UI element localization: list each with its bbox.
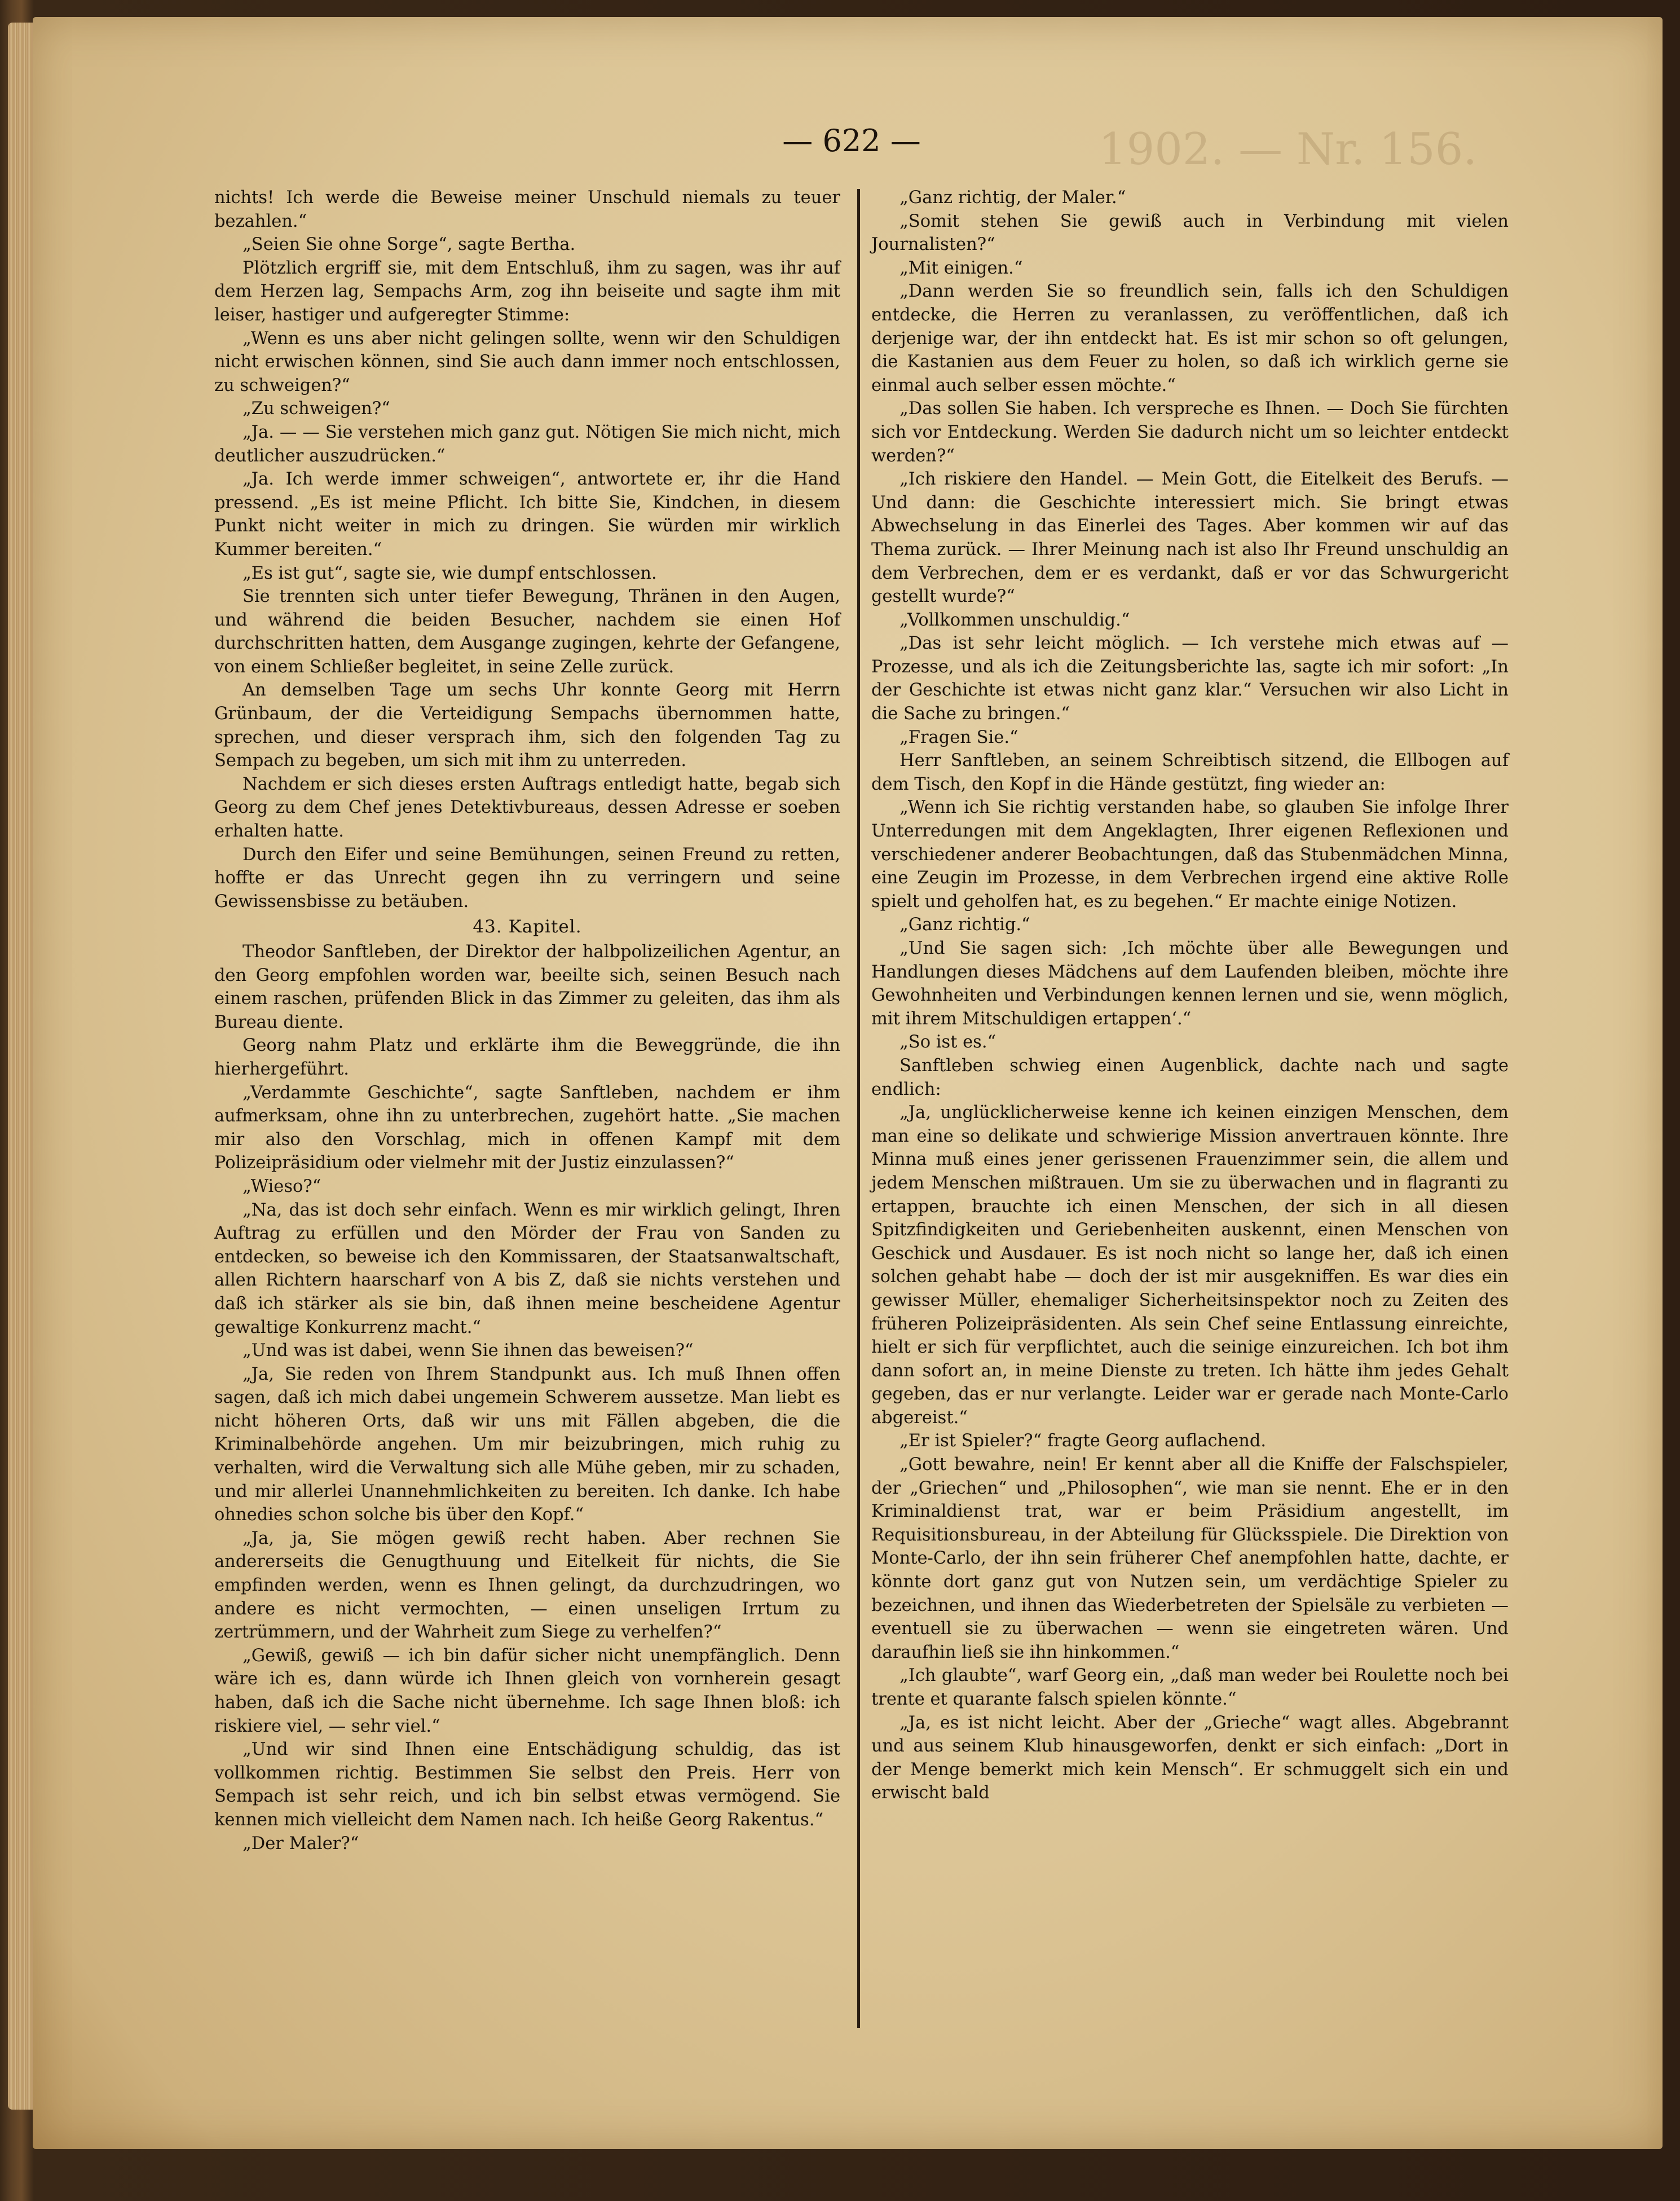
paragraph: „Ja. — — Sie verstehen mich ganz gut. Nötigen Sie mich nicht, mich deutlicher auszudrücken.“: [214, 422, 840, 466]
paragraph: Herr Sanftleben, an seinem Schreibtisch sitzend, die Ellbogen auf dem Tisch, den Kopf in die Hände gestützt, fing wieder an:: [871, 751, 1509, 794]
paragraph: „Das sollen Sie haben. Ich verspreche es Ihnen. — Doch Sie fürchten sich vor Entdeckung. Werden Sie dadurch nicht um so leichter entdeckt werden?“: [871, 399, 1509, 466]
paragraph: „Ja, es ist nicht leicht. Aber der „Grieche“ wagt alles. Abgebrannt und aus seinem Klub hinausgeworfen, denkt er sich einfach: „Dort in der Menge bemerkt mich kein Mensch“. Er schmuggelt sich ein und erwischt bald: [871, 1713, 1509, 1803]
paragraph: Durch den Eifer und seine Bemühungen, seinen Freund zu retten, hoffte er das Unrecht gegen ihn zu verringern und seine Gewissensbisse zu betäuben.: [214, 844, 840, 912]
paragraph: nichts! Ich werde die Beweise meiner Unschuld niemals zu teuer bezahlen.“: [214, 188, 840, 231]
paragraph: Plötzlich ergriff sie, mit dem Entschluß, ihm zu sagen, was ihr auf dem Herzen lag, Sempachs Arm, zog ihn beiseite und sagte ihm mit leiser, hastiger und aufgeregter Stimme:: [214, 258, 840, 325]
paragraph: „Ich glaubte“, warf Georg ein, „daß man weder bei Roulette noch bei trente et quarante falsch spielen könnte.“: [871, 1666, 1509, 1709]
paragraph: „Ja, ja, Sie mögen gewiß recht haben. Aber rechnen Sie andererseits die Genugthuung und Eitelkeit für nichts, die Sie empfinden werden, wenn es Ihnen gelingt, da durchzudringen, wo andere es nicht vermochten, — einen unseligen Irrtum zu zertrümmern, und der Wahrheit zum Siege zu verhelfen?“: [214, 1528, 840, 1643]
paragraph: „Es ist gut“, sagte sie, wie dumpf entschlossen.: [242, 563, 657, 583]
paragraph: Sie trennten sich unter tiefer Bewegung, Thränen in den Augen, und während die beiden Besucher, nachdem sie einen Hof durchschritten hatten, dem Ausgange zugingen, kehrte der Gefangene, von einem Schließer begleitet, in seine Zelle zurück.: [214, 587, 840, 677]
paragraph: „Ja, Sie reden von Ihrem Standpunkt aus. Ich muß Ihnen offen sagen, daß ich mich dabei ungemein Schwerem aussetze. Man liebt es nicht höheren Orts, daß wir uns mit Fällen abgeben, die die Kriminalbehörde angehen. Um mir beizubringen, mich ruhig zu verhalten, wird die Verwaltung sich alle Mühe geben, mir zu schaden, und mir allerlei Unannehmlichkeiten zu bereiten. Ich danke. Ich habe ohnedies schon solche bis über den Kopf.“: [214, 1364, 840, 1525]
paragraph: „Vollkommen unschuldig.“: [899, 610, 1130, 630]
paragraph: „Das ist sehr leicht möglich. — Ich verstehe mich etwas auf — Prozesse, und als ich die Zeitungsberichte las, sagte ich mir sofort: „In der Geschichte ist etwas nicht ganz klar.“ Versuchen wir also Licht in die Sache zu bringen.“: [871, 633, 1509, 724]
paragraph: „Ich riskiere den Handel. — Mein Gott, die Eitelkeit des Berufs. — Und dann: die Geschichte interessiert mich. Sie bringt etwas Abwechselung in das Einerlei des Tages. Aber kommen wir auf das Thema zurück. — Ihrer Meinung nach ist also Ihr Freund unschuldig an dem Verbrechen, dem er es verdankt, daß er vor das Schwurgericht gestellt wurde?“: [871, 469, 1509, 607]
paragraph: „Der Maler?“: [242, 1833, 359, 1854]
paragraph: „Wieso?“: [242, 1176, 321, 1196]
paragraph: „Fragen Sie.“: [899, 727, 1018, 747]
paragraph: „Dann werden Sie so freundlich sein, falls ich den Schuldigen entdecke, die Herren zu veranlassen, zu veröffentlichen, daß ich derjenige war, der ihn entdeckt hat. Es ist mir schon so oft gelungen, die Kastanien aus dem Feuer zu holen, so daß ich wirklich gerne sie einmal auch selber essen möchte.“: [871, 281, 1509, 395]
paragraph: „Zu schweigen?“: [242, 399, 390, 419]
right-column: [871, 186, 1509, 1805]
bleed-through-header: 1902. — Nr. 156.: [1099, 124, 1478, 175]
paragraph: „Wenn ich Sie richtig verstanden habe, so glauben Sie infolge Ihrer Unterredungen mit dem Angeklagten, Ihrer eigenen Reflexionen und verschiedener anderer Beobachtungen, daß das Stubenmädchen Minna, eine Zeugin im Prozesse, in dem Verbrechen irgend eine aktive Rolle spielt und geholfen hat, es zu begehen.“ Er machte einige Notizen.: [871, 798, 1509, 912]
paragraph: „Er ist Spieler?“ fragte Georg auflachend.: [899, 1431, 1267, 1451]
paragraph: „Seien Sie ohne Sorge“, sagte Bertha.: [242, 235, 576, 255]
paragraph: „Und Sie sagen sich: ‚Ich möchte über alle Bewegungen und Handlungen dieses Mädchens auf dem Laufenden bleiben, möchte ihre Gewohnheiten und Verbindungen kennen lernen und sie, wenn möglich, mit ihrem Mitschuldigen ertappen‘.“: [871, 939, 1509, 1029]
paragraph: „Gott bewahre, nein! Er kennt aber all die Kniffe der Falschspieler, der „Griechen“ und „Philosophen“, wie man sie nennt. Ehe er in den Kriminaldienst trat, war er beim Präsidium angestellt, im Requisitionsbureau, in der Abteilung für Glücksspiele. Die Direktion von Monte-Carlo, der ihn sein früherer Chef anempfohlen hatte, dachte, er könnte dort ganz gut von Nutzen sein, um verdächtige Spieler zu bezeichnen, und ihnen das Wiederbetreten der Spielsäle zu verbieten — eventuell sie zu überwachen — wenn sie eingetreten wären. Und daraufhin ließ sie ihn hinkommen.“: [871, 1455, 1509, 1662]
page-number: — 622 —: [782, 123, 921, 159]
paragraph: „Gewiß, gewiß — ich bin dafür sicher nicht unempfänglich. Denn wäre ich es, dann würde ich Ihnen gleich von vornherein gesagt haben, daß ich die Sache nicht übernehme. Ich sage Ihnen bloß: ich riskiere viel, — sehr viel.“: [214, 1645, 840, 1736]
paragraph: „Und wir sind Ihnen eine Entschädigung schuldig, das ist vollkommen richtig. Bestimmen Sie selbst den Preis. Herr von Sempach ist sehr reich, und ich bin selbst etwas vermögend. Sie kennen mich vielleicht dem Namen nach. Ich heiße Georg Rakentus.“: [214, 1740, 840, 1830]
column-divider: [857, 189, 860, 2028]
paragraph: Theodor Sanftleben, der Direktor der halbpolizeilichen Agentur, an den Georg empfohlen worden war, beeilte sich, seinen Besuch nach einem raschen, prüfenden Blick in das Zimmer zu geleiten, das ihm als Bureau diente.: [214, 942, 840, 1032]
paragraph: Georg nahm Platz und erklärte ihm die Beweggründe, die ihn hierhergeführt.: [214, 1036, 840, 1079]
paragraph: „Und was ist dabei, wenn Sie ihnen das beweisen?“: [242, 1341, 694, 1361]
paragraph: „Ganz richtig, der Maler.“: [899, 188, 1126, 208]
left-column: [214, 186, 840, 1855]
paragraph: Sanftleben schwieg einen Augenblick, dachte nach und sagte endlich:: [871, 1055, 1509, 1099]
paragraph: „Na, das ist doch sehr einfach. Wenn es mir wirklich gelingt, Ihren Auftrag zu erfüllen und den Mörder der Frau von Sanden zu entdecken, so beweise ich den Kommissaren, der Staatsanwaltschaft, allen Richtern haarscharf von A bis Z, daß sie nichts verstehen und daß ich stärker als sie bin, daß ihnen meine bescheidene Agentur gewaltige Konkurrenz macht.“: [214, 1200, 840, 1337]
paragraph: „Somit stehen Sie gewiß auch in Verbindung mit vielen Journalisten?“: [871, 211, 1509, 255]
paragraph: „So ist es.“: [899, 1032, 996, 1053]
paragraph: „Ja. Ich werde immer schweigen“, antwortete er, ihr die Hand pressend. „Es ist meine Pflicht. Ich bitte Sie, Kindchen, in diesem Punkt nicht weiter in mich zu dringen. Sie würden mir wirklich Kummer bereiten.“: [214, 469, 840, 560]
paragraph: „Ja, unglücklicherweise kenne ich keinen einzigen Menschen, dem man eine so delikate und schwierige Mission anvertrauen könnte. Ihre Minna muß eines jener gerissenen Frauenzimmer sein, die allem und jedem Menschen mißtrauen. Um sie zu überwachen und in flagranti zu ertappen, brauchte ich einen Menschen, der sich in all diesen Spitzfindigkeiten und Geriebenheiten auskennt, einen Menschen von Geschick und Ausdauer. Es ist noch nicht so lange her, daß ich einen solchen gehabt habe — doch der ist mir ausgekniffen. Es war dies ein gewisser Müller, ehemaliger Sicherheitsinspektor noch zu Zeiten des früheren Polizeipräsidenten. Als sein Chef seine Entlassung einreichte, hielt er sich für verpflichtet, auch die seinige einzureichen. Ich bot ihm dann sofort an, in meine Dienste zu treten. Ich hätte ihm jedes Gehalt gegeben, das er nur verlangte. Leider war er gerade nach Monte-Carlo abgereist.“: [871, 1103, 1509, 1428]
paragraph: „Ganz richtig.“: [899, 915, 1030, 935]
chapter-heading: 43. Kapitel.: [473, 917, 582, 937]
paragraph: Nachdem er sich dieses ersten Auftrags entledigt hatte, begab sich Georg zu dem Chef jenes Detektivbureaus, dessen Adresse er soeben erhalten hatte.: [214, 774, 840, 842]
paragraph: An demselben Tage um sechs Uhr konnte Georg mit Herrn Grünbaum, der die Verteidigung Sempachs übernommen hatte, sprechen, und dieser versprach ihm, sich den folgenden Tag zu Sempach zu begeben, um sich mit ihm zu unterreden.: [214, 680, 840, 771]
paragraph: „Mit einigen.“: [899, 258, 1023, 278]
paragraph: „Verdammte Geschichte“, sagte Sanftleben, nachdem er ihm aufmerksam, ohne ihn zu unterbrechen, zugehört hatte. „Sie machen mir also den Vorschlag, mich in offenen Kampf mit dem Polizeipräsidium oder vielmehr mit der Justiz einzulassen?“: [214, 1082, 840, 1173]
paragraph: „Wenn es uns aber nicht gelingen sollte, wenn wir den Schuldigen nicht erwischen können, sind Sie auch dann immer noch entschlossen, zu schweigen?“: [214, 328, 840, 395]
